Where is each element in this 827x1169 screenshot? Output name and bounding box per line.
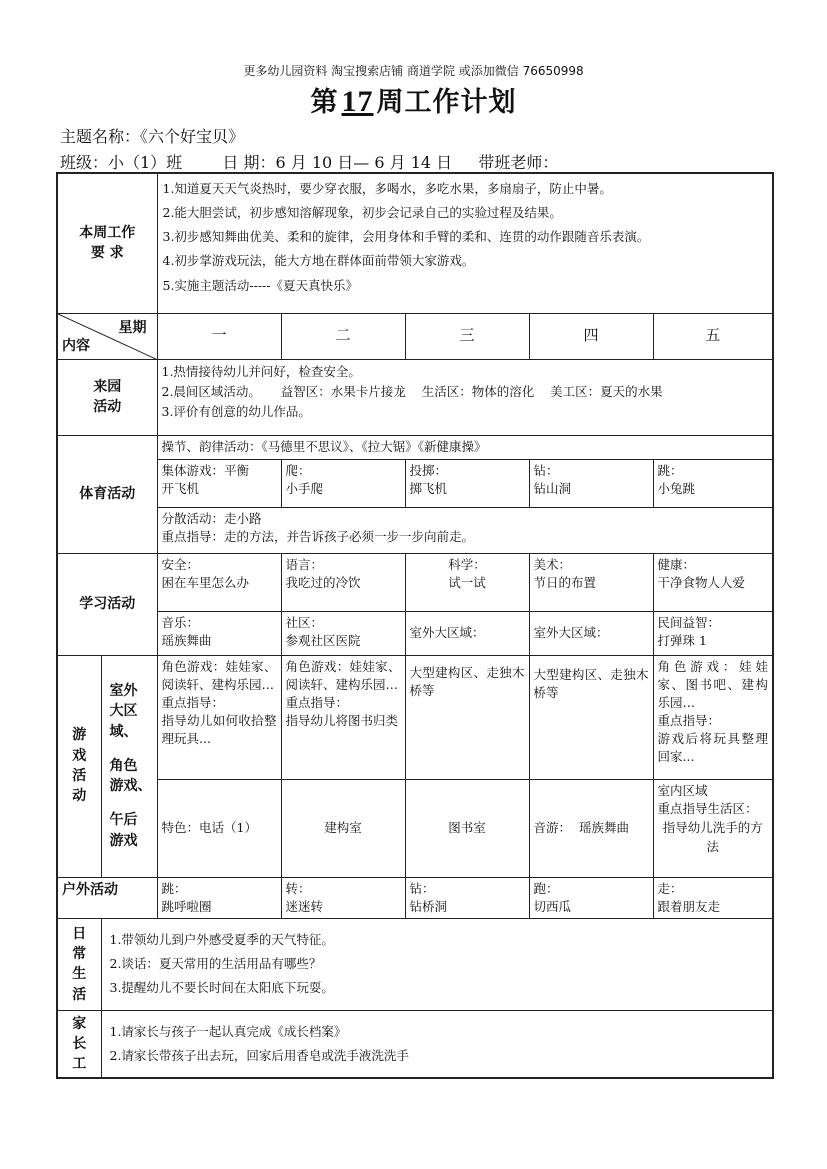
daily-row xyxy=(57,918,773,1010)
header-corner-cell xyxy=(57,313,157,359)
requirement-item: 1.知道夏天天气炎热时，要少穿衣服，多喝水，多吃水果，多扇扇子，防止中暑。 xyxy=(162,181,612,196)
pe-scatter-row xyxy=(57,507,773,553)
day-friday: 五 xyxy=(653,313,773,359)
learning-cell: 民间益智： 打弹珠 1 xyxy=(653,611,773,655)
game-cell-indoor xyxy=(653,779,773,877)
learning-cell: 室外大区域： xyxy=(405,611,529,655)
week-number: 17 xyxy=(341,85,374,118)
game-cell: 特色：电话（1） xyxy=(157,779,281,877)
game-cell: 角色游戏：娃娃家、阅读轩、建构乐园… 重点指导： 指导幼儿将图书归类 xyxy=(281,655,405,779)
day-tuesday: 二 xyxy=(281,313,405,359)
pe-game: 跳： 小兔跳 xyxy=(653,459,773,507)
parents-label: 家 长 工 xyxy=(57,1010,101,1078)
teacher-label: 带班老师： xyxy=(478,153,559,172)
pe-games-row xyxy=(57,459,773,507)
pe-game: 爬： 小手爬 xyxy=(281,459,405,507)
day-wednesday: 三 xyxy=(405,313,529,359)
arrival-row xyxy=(57,359,773,435)
requirement-item: 3.初步感知舞曲优美、柔和的旋律，会用身体和手臂的柔和、连贯的动作跟随音乐表演。 xyxy=(162,229,650,245)
requirements-label: 本周工作 要 求 xyxy=(57,173,157,313)
day-thursday: 四 xyxy=(529,313,653,359)
game-cell: 建构室 xyxy=(281,779,405,877)
parents-list xyxy=(101,1010,773,1078)
corner-content-label: 内容 xyxy=(62,338,90,355)
learning-cell: 社区： 参观社区医院 xyxy=(281,611,405,655)
learning-cell: 室外大区域： xyxy=(529,611,653,655)
requirement-item: 5.实施主题活动-----《夏天真快乐》 xyxy=(162,277,359,293)
pe-intro-row xyxy=(57,435,773,459)
class-label: 班级：小（1）班 xyxy=(60,153,183,172)
arrival-item: 2.晨间区域活动。 益智区：水果卡片接龙 生活区：物体的溶化 美工区：夏天的水果 xyxy=(161,383,663,399)
arrival-label: 来园 活动 xyxy=(57,359,157,435)
outdoor-cell: 跑： 切西瓜 xyxy=(529,877,653,918)
daily-item: 2.谈话：夏天常用的生活用品有哪些？ xyxy=(109,956,322,972)
arrival-item: 1.热情接待幼儿并问好，检查安全。 xyxy=(161,363,361,379)
outdoor-cell: 钻： 钻桥洞 xyxy=(405,877,529,918)
header-ad-line: 更多幼儿园资料 淘宝搜索店铺 商道学院 或添加微信 76650998 xyxy=(243,64,584,78)
game-cell: 音游： 瑶族舞曲 xyxy=(529,779,653,877)
pe-game: 集体游戏：平衡 开飞机 xyxy=(157,459,281,507)
requirement-item: 2.能大胆尝试，初步感知溶解现象，初步会记录自己的实验过程及结果。 xyxy=(162,205,562,221)
indoor-area-line: 室内区域 xyxy=(657,782,708,798)
games-row-1 xyxy=(57,655,773,779)
requirement-item: 4.初步掌游戏玩法，能大方地在群体面前带领大家游戏。 xyxy=(162,253,475,269)
learning-label: 学习活动 xyxy=(57,553,157,655)
corner-weekday-label: 星期 xyxy=(118,319,147,336)
learning-row-1 xyxy=(57,553,773,611)
game-cell: 角色游戏：娃娃家、阅读轩、建构乐园… 重点指导： 指导幼儿如何收拾整理玩具... xyxy=(157,655,281,779)
game-cell: 图书室 xyxy=(405,779,529,877)
pe-label: 体育活动 xyxy=(57,435,157,553)
game-cell: 大型建构区、走独木桥等 xyxy=(405,655,529,779)
learning-cell: 语言： 我吃过的冷饮 xyxy=(281,553,405,611)
learning-cell: 科学： 试一试 xyxy=(405,553,529,611)
games-label: 游 戏 活 动 xyxy=(57,655,101,877)
daily-item: 3.提醒幼儿不要长时间在太阳底下玩耍。 xyxy=(109,980,334,996)
indoor-area-text xyxy=(658,782,769,857)
games-row-2 xyxy=(57,779,773,877)
days-header-row xyxy=(57,313,773,359)
day-monday: 一 xyxy=(157,313,281,359)
learning-cell: 音乐： 瑶族舞曲 xyxy=(157,611,281,655)
daily-list xyxy=(101,918,773,1010)
pe-game: 投掷： 掷飞机 xyxy=(405,459,529,507)
game-cell: 角色游戏：娃娃家、图书吧、建构乐园… 重点指导： 游戏后将玩具整理回家... xyxy=(653,655,773,779)
date-label: 日 期：6 月 10 日— 6 月 14 日 xyxy=(222,153,453,172)
arrival-list xyxy=(157,359,773,435)
requirements-list xyxy=(157,173,773,313)
pe-scatter: 分散活动：走小路 重点指导：走的方法，并告诉孩子必须一步一步向前走。 xyxy=(157,507,773,553)
arrival-item: 3.评价有创意的幼儿作品。 xyxy=(161,403,311,419)
parents-item: 1.请家长与孩子一起认真完成《成长档案》 xyxy=(109,1023,347,1039)
indoor-area-line: 指导幼儿洗手的方法 xyxy=(662,820,763,854)
learning-cell: 安全： 困在车里怎么办 xyxy=(157,553,281,611)
pe-intro: 操节、韵律活动：《马德里不思议》、《拉大锯》《新健康操》 xyxy=(157,435,773,459)
outdoor-cell: 跳： 跳呼啦圈 xyxy=(157,877,281,918)
requirements-row xyxy=(57,173,773,313)
pe-game: 钻： 钻山洞 xyxy=(529,459,653,507)
game-cell: 大型建构区、走独木桥等 xyxy=(529,655,653,779)
theme-line xyxy=(60,124,244,147)
theme-name: 《六个好宝贝》 xyxy=(140,127,245,146)
outdoor-cell: 走： 跟着朋友走 xyxy=(653,877,773,918)
page-title xyxy=(0,80,827,119)
title-prefix: 第 xyxy=(310,87,339,118)
indoor-area-line: 重点指导生活区： xyxy=(657,801,758,817)
learning-cell: 健康： 干净食物人人爱 xyxy=(653,553,773,611)
outdoor-label: 户外活动 xyxy=(57,877,157,918)
theme-label: 主题名称： xyxy=(60,127,141,146)
parents-row xyxy=(57,1010,773,1078)
outdoor-row xyxy=(57,877,773,918)
class-info-line xyxy=(60,150,558,173)
daily-label: 日 常 生 活 xyxy=(57,918,101,1010)
learning-cell: 美术： 节日的布置 xyxy=(529,553,653,611)
games-sub-label: 室外 大区 域、 角色 游戏、 午后 游戏 xyxy=(101,655,157,877)
learning-row-2 xyxy=(57,611,773,655)
daily-item: 1.带领幼儿到户外感受夏季的天气特征。 xyxy=(109,932,334,948)
parents-item: 2.请家长带孩子出去玩，回家后用香皂或洗手液洗洗手 xyxy=(109,1048,409,1063)
title-suffix: 周工作计划 xyxy=(376,87,517,118)
weekly-plan-table xyxy=(56,172,774,1079)
outdoor-cell: 转： 迷迷转 xyxy=(281,877,405,918)
